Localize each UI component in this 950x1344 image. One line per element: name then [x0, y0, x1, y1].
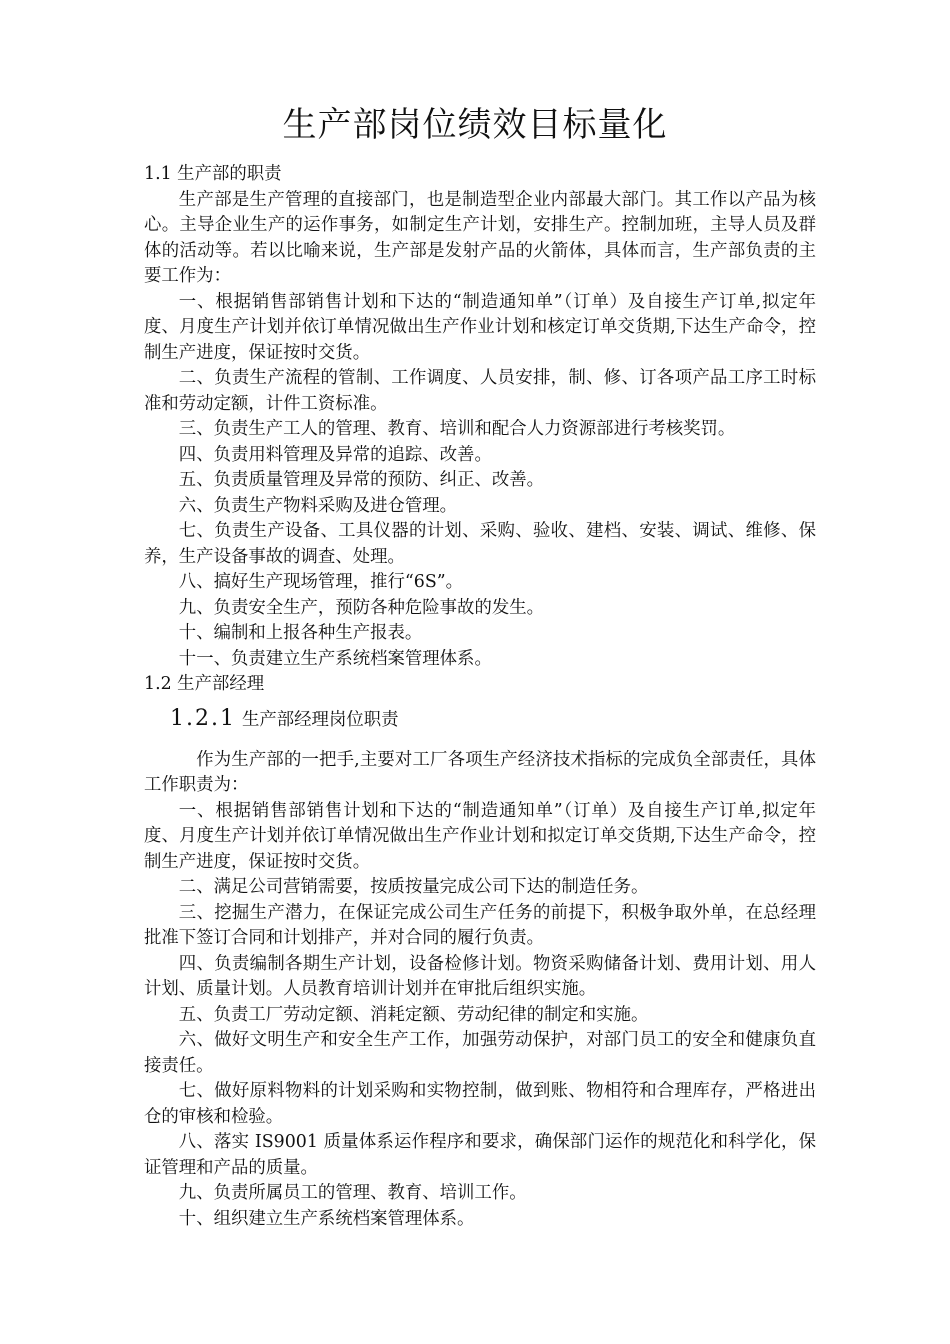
duty-item: 八、落实 IS9001 质量体系运作程序和要求，确保部门运作的规范化和科学化，保证管理和产品的质量。: [144, 1132, 816, 1178]
duty-item: 九、负责安全生产，预防各种危险事故的发生。: [178, 597, 545, 618]
document-title: 生产部岗位绩效目标量化: [282, 105, 668, 145]
duty-item: 九、负责所属员工的管理、教育、培训工作。: [178, 1183, 527, 1203]
duty-item: 十一、负责建立生产系统档案管理体系。: [178, 648, 492, 669]
duty-item: 十、编制和上报各种生产报表。: [178, 623, 423, 643]
duty-item: 七、负责生产设备、工具仪器的计划、采购、验收、建档、安装、调试、维修、保养，生产设备事故的调查、处理。: [144, 521, 816, 567]
subsection-title: 生产部经理岗位职责: [241, 709, 399, 730]
duty-item: 一、根据销售部销售计划和下达的“制造通知单”（订单）及自接生产订单,拟定年度、月度生产计划并依订单情况做出生产作业计划和拟定订单交货期,下达生产命令，控制生产进度，保证按时交货。: [144, 800, 816, 872]
duty-item: 三、负责生产工人的管理、教育、培训和配合人力资源部进行考核奖罚。: [178, 419, 736, 439]
subsection-number: 1.2.1: [170, 705, 236, 731]
duty-item: 三、挖掘生产潜力，在保证完成公司生产任务的前提下，积极争取外单，在总经理批准下签订合同和计划排产，并对合同的履行负责。: [144, 902, 816, 948]
duty-item: 四、负责用料管理及异常的追踪、改善。: [178, 444, 492, 465]
duty-item: 六、负责生产物料采购及进仓管理。: [178, 495, 458, 516]
duty-item: 五、负责工厂劳动定额、消耗定额、劳动纪律的制定和实施。: [178, 1004, 649, 1025]
duty-item: 八、搞好生产现场管理，推行“6S”。: [178, 572, 464, 592]
duty-item: 十、组织建立生产系统档案管理体系。: [178, 1208, 475, 1229]
duty-item: 六、做好文明生产和安全生产工作，加强劳动保护，对部门员工的安全和健康负直接责任。: [144, 1030, 816, 1076]
duty-item: 二、满足公司营销需要，按质按量完成公司下达的制造任务。: [178, 877, 649, 897]
section-1-1-intro: 生产部是生产管理的直接部门，也是制造型企业内部最大部门。其工作以产品为核心。主导企业生产的运作事务，如制定生产计划，安排生产。控制加班，主导人员及群体的活动等。若以比喻来说，生产部是发射产品的火箭体，具体而言，生产部负责的主要工作为：: [144, 189, 816, 286]
section-1-2-intro: 作为生产部的一把手,主要对工厂各项生产经济技术指标的完成负全部责任，具体工作职责为：: [144, 749, 816, 795]
document-body: [144, 162, 816, 1232]
duty-item: 一、根据销售部销售计划和下达的“制造通知单”（订单）及自接生产订单,拟定年度、月度生产计划并依订单情况做出生产作业计划和核定订单交货期,下达生产命令，控制生产进度，保证按时交货。: [144, 291, 816, 363]
duty-item: 二、负责生产流程的管制、工作调度、人员安排，制、修、订各项产品工序工时标准和劳动定额，计件工资标准。: [144, 368, 816, 414]
section-heading-1-1: 1.1 生产部的职责: [144, 164, 282, 184]
duty-item: 四、负责编制各期生产计划，设备检修计划。物资采购储备计划、费用计划、用人计划、质量计划。人员教育培训计划并在审批后组织实施。: [144, 953, 816, 999]
duty-item: 五、负责质量管理及异常的预防、纠正、改善。: [178, 470, 545, 490]
subsection-heading-1-2-1: [144, 705, 816, 734]
section-heading-1-2: 1.2 生产部经理: [144, 674, 265, 694]
duty-item: 七、做好原料物料的计划采购和实物控制，做到账、物相符和合理库存，严格进出仓的审核和检验。: [144, 1081, 816, 1127]
